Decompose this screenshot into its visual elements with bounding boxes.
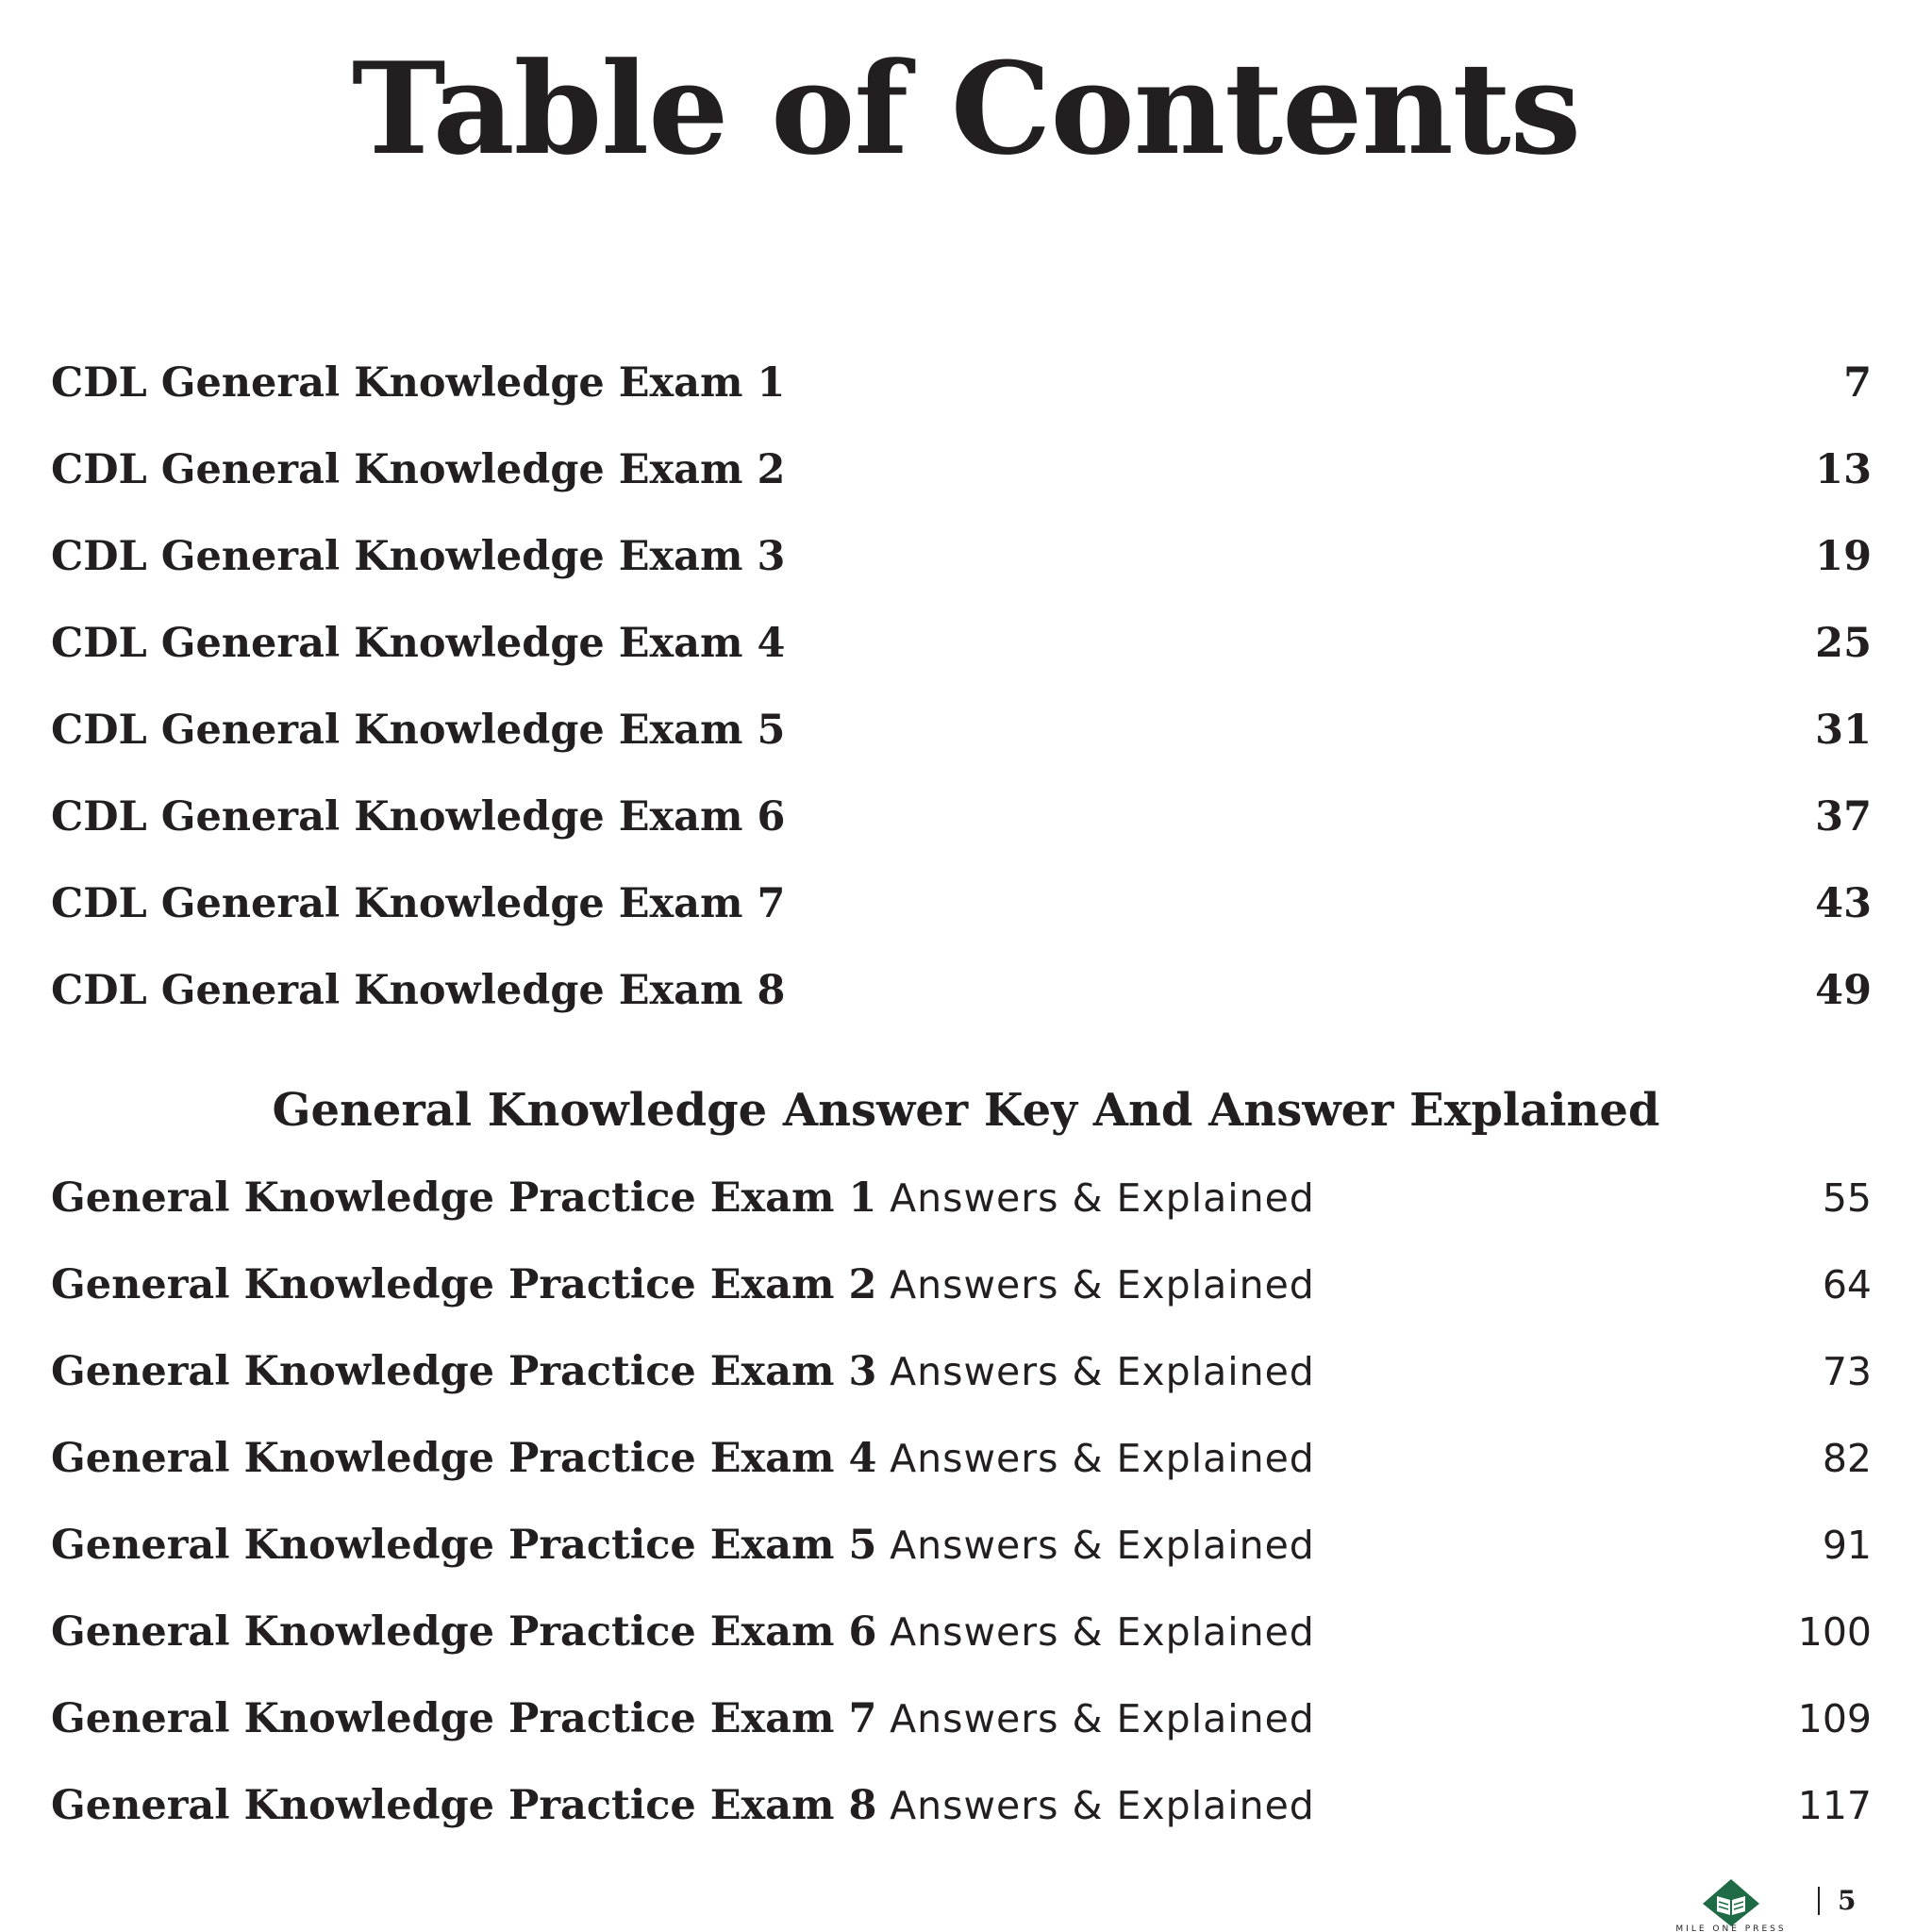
answer-entry-page: 91 [1822, 1523, 1872, 1568]
answer-entry [51, 1604, 1872, 1660]
toc-entry [51, 355, 1872, 411]
answer-entry-title [51, 1430, 1315, 1487]
toc-entry-page: 43 [1815, 880, 1872, 927]
answer-entry-page: 73 [1822, 1349, 1872, 1394]
answer-entry-suffix: Answers & Explained [890, 1609, 1315, 1655]
answers-section-heading: General Knowledge Answer Key And Answer Explained [272, 1084, 1660, 1137]
toc-entry [51, 875, 1872, 932]
answer-entry-suffix: Answers & Explained [890, 1436, 1315, 1481]
toc-entry-title: CDL General Knowledge Exam 6 [51, 793, 786, 841]
answer-entry [51, 1430, 1872, 1487]
answer-entry-title [51, 1604, 1315, 1660]
answer-entry-page: 64 [1822, 1262, 1872, 1307]
toc-entry-page: 37 [1815, 793, 1872, 841]
answer-entry-title [51, 1690, 1315, 1747]
answer-entry-suffix: Answers & Explained [890, 1523, 1315, 1568]
toc-entry [51, 702, 1872, 758]
answer-entry-exam: General Knowledge Practice Exam 4 [51, 1435, 877, 1482]
toc-entry [51, 615, 1872, 672]
answer-entry [51, 1170, 1872, 1226]
answer-entry-page: 100 [1797, 1609, 1872, 1655]
toc-entry-title: CDL General Knowledge Exam 1 [51, 359, 786, 407]
toc-entry-page: 19 [1815, 533, 1872, 580]
page-footer [1651, 1877, 1887, 1932]
answer-entry-title [51, 1517, 1315, 1574]
toc-entry [51, 962, 1872, 1019]
answer-entry-exam: General Knowledge Practice Exam 5 [51, 1522, 877, 1569]
answer-entry [51, 1777, 1872, 1834]
toc-entry-title: CDL General Knowledge Exam 4 [51, 620, 786, 667]
footer-divider [1818, 1887, 1820, 1915]
answer-entry-exam: General Knowledge Practice Exam 1 [51, 1174, 877, 1222]
answer-entry-exam: General Knowledge Practice Exam 7 [51, 1695, 877, 1742]
toc-entry-title: CDL General Knowledge Exam 3 [51, 533, 786, 580]
answer-entry-suffix: Answers & Explained [890, 1783, 1315, 1828]
toc-entry [51, 789, 1872, 845]
answer-entry [51, 1257, 1872, 1313]
answer-entry-title [51, 1170, 1315, 1226]
toc-entry-page: 13 [1815, 446, 1872, 493]
answer-entry [51, 1690, 1872, 1747]
answer-entry-suffix: Answers & Explained [890, 1349, 1315, 1394]
toc-entry-title: CDL General Knowledge Exam 7 [51, 880, 786, 927]
answer-entry-page: 117 [1797, 1783, 1872, 1828]
answer-entry-page: 55 [1822, 1175, 1872, 1221]
answer-entry-exam: General Knowledge Practice Exam 8 [51, 1782, 877, 1829]
toc-entry [51, 528, 1872, 585]
answer-entry-title [51, 1257, 1315, 1313]
answer-entry-suffix: Answers & Explained [890, 1696, 1315, 1741]
toc-entry-title: CDL General Knowledge Exam 8 [51, 967, 786, 1014]
toc-entry-page: 7 [1843, 359, 1872, 407]
book-diamond-icon [1651, 1877, 1811, 1932]
answer-entry-page: 109 [1797, 1696, 1872, 1741]
answer-entry-exam: General Knowledge Practice Exam 6 [51, 1608, 877, 1656]
toc-entry-page: 31 [1815, 707, 1872, 754]
answer-entry-title [51, 1343, 1315, 1400]
toc-entry-title: CDL General Knowledge Exam 2 [51, 446, 786, 493]
toc-entry [51, 441, 1872, 498]
answer-entry-title [51, 1777, 1315, 1834]
answer-entry-page: 82 [1822, 1436, 1872, 1481]
answer-entry [51, 1343, 1872, 1400]
logo-text: MILE ONE PRESS [1675, 1924, 1787, 1932]
page-number: 5 [1838, 1885, 1857, 1916]
answer-entry-exam: General Knowledge Practice Exam 3 [51, 1348, 877, 1395]
answer-entry-suffix: Answers & Explained [890, 1262, 1315, 1307]
answer-entry-suffix: Answers & Explained [890, 1175, 1315, 1221]
answer-entry-exam: General Knowledge Practice Exam 2 [51, 1261, 877, 1308]
toc-entry-title: CDL General Knowledge Exam 5 [51, 707, 786, 754]
page-title: Table of Contents [351, 34, 1581, 183]
answer-entry [51, 1517, 1872, 1574]
toc-entry-page: 49 [1815, 967, 1872, 1014]
toc-entry-page: 25 [1815, 620, 1872, 667]
